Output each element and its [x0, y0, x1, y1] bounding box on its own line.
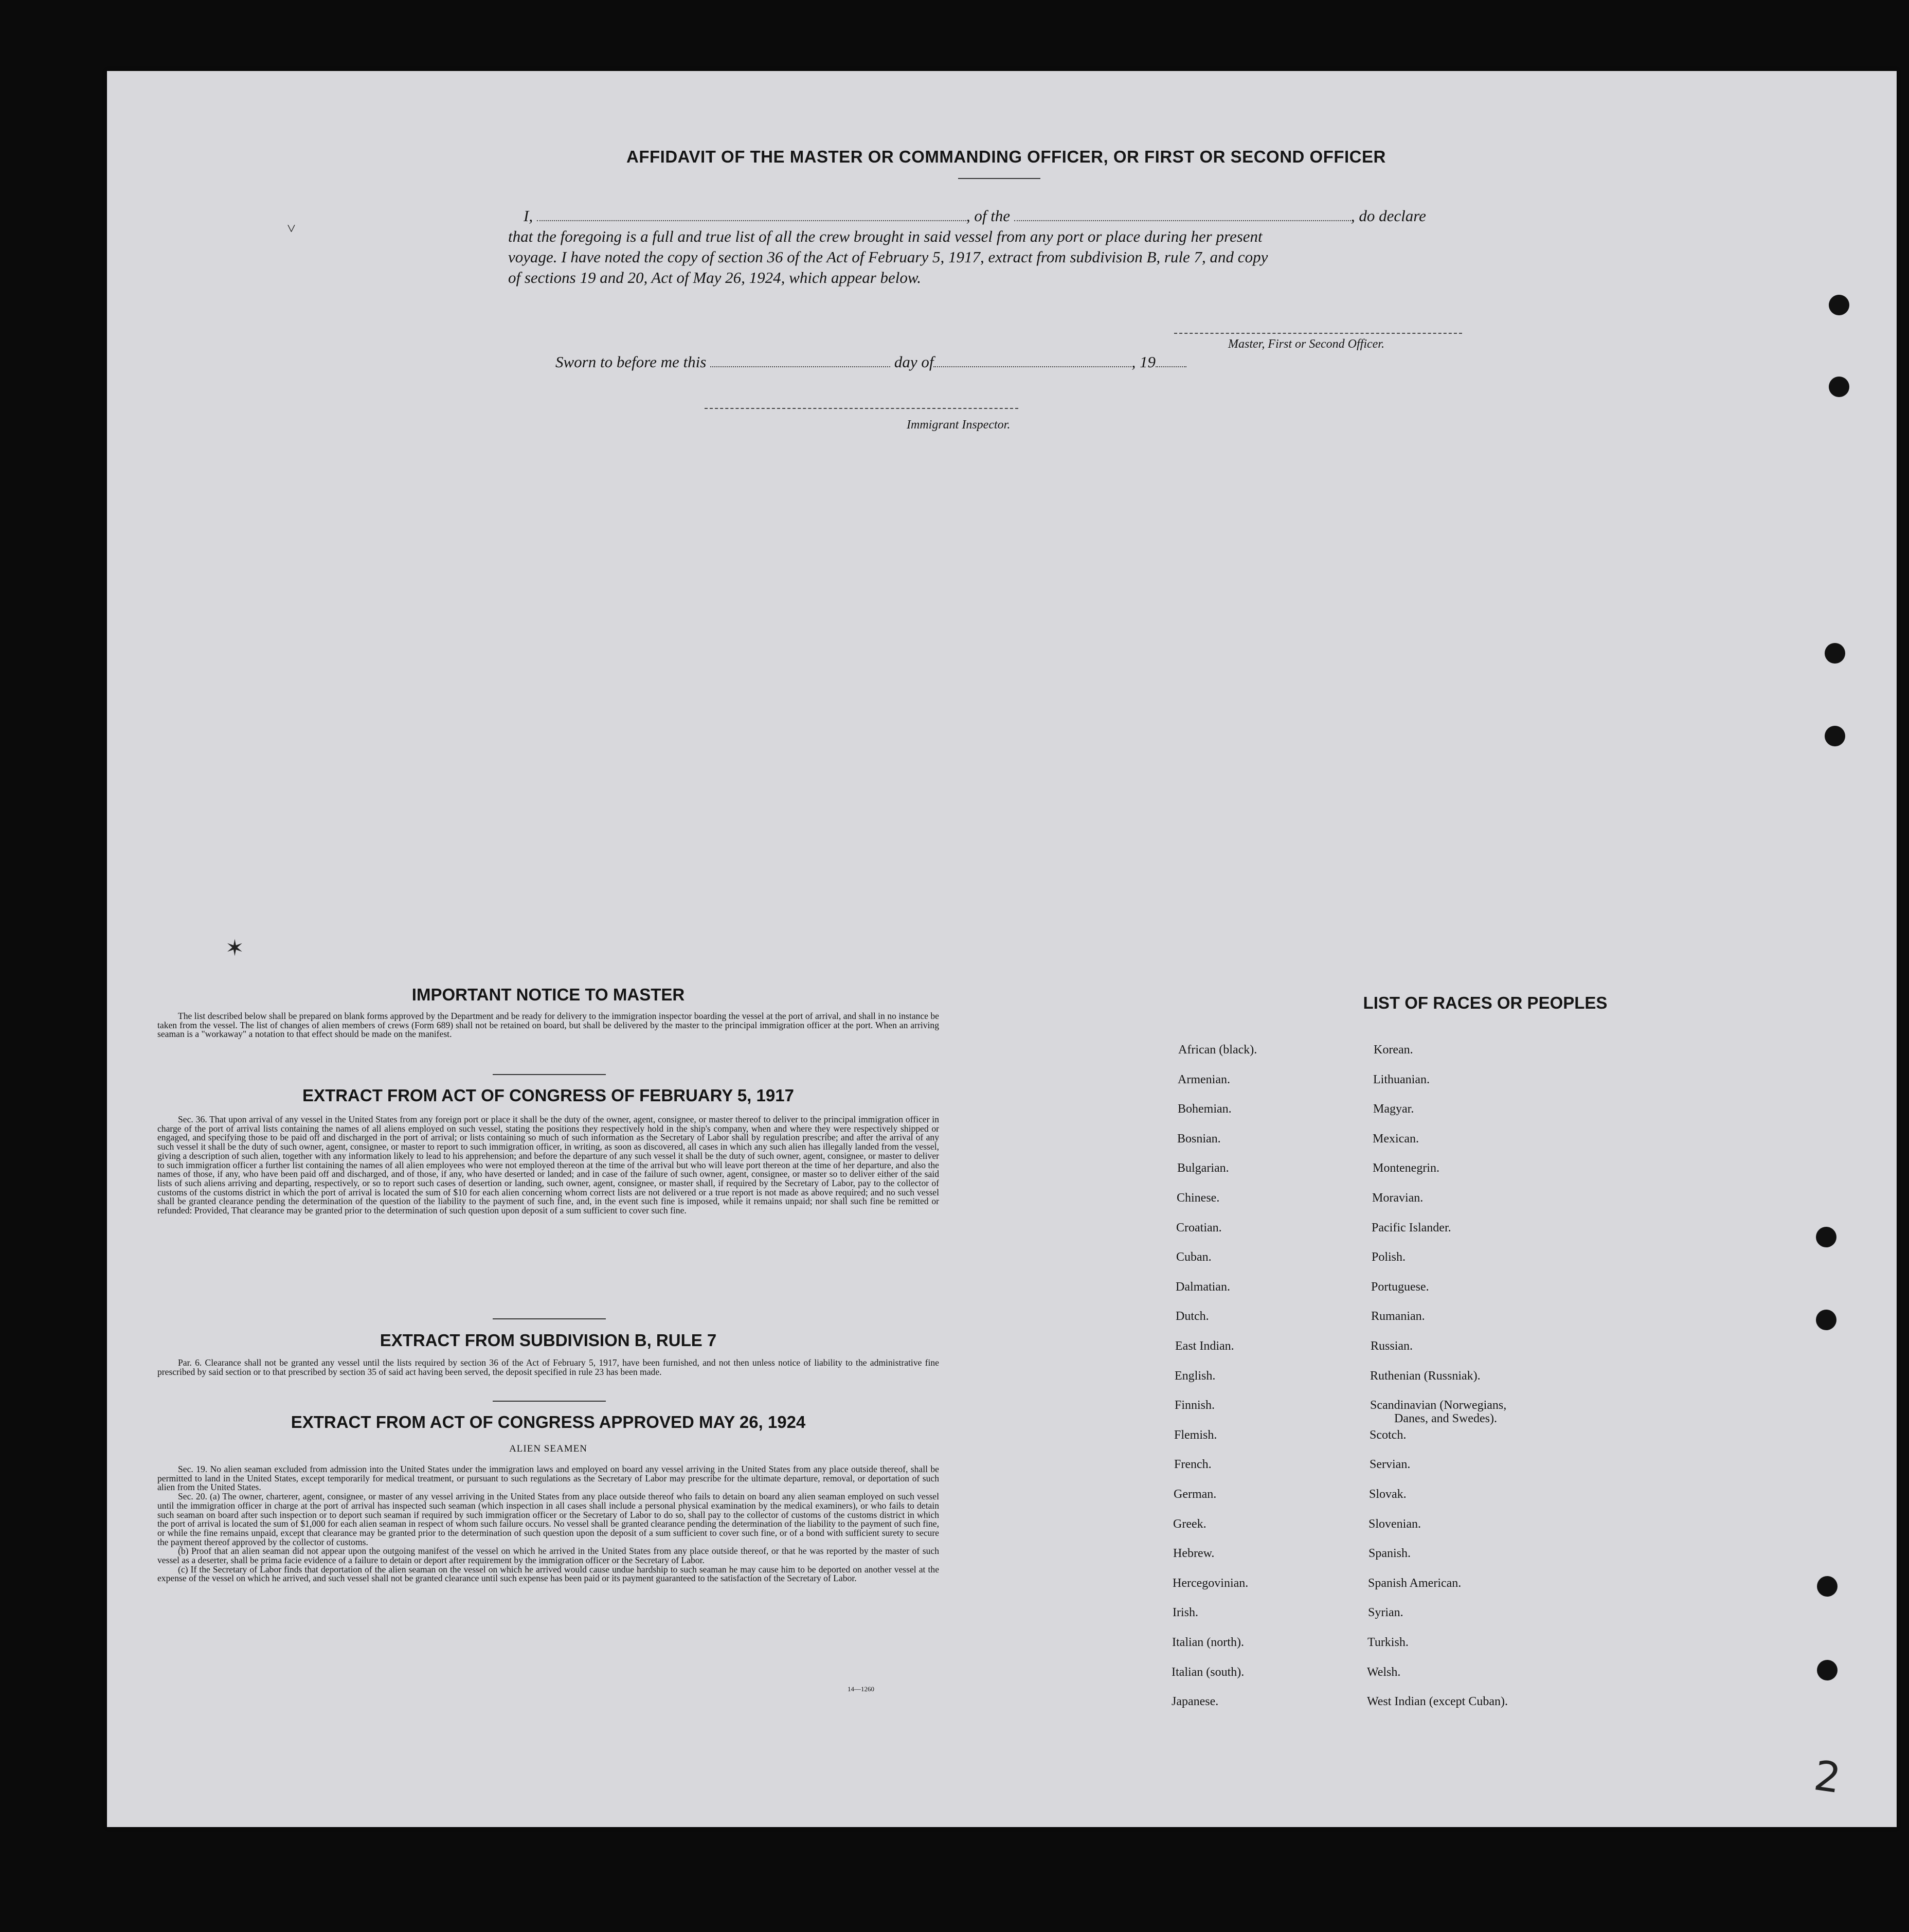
- master-signature-label: Master, First or Second Officer.: [1228, 337, 1384, 351]
- section-divider: [493, 1318, 606, 1319]
- race-list-item: Bohemian.: [1178, 1102, 1232, 1116]
- race-list-item: Flemish.: [1174, 1428, 1217, 1442]
- sec-19-paragraph: Sec. 19. No alien seaman excluded from admission into the United States under the immigration laws and employed on board any vessel arriving in the United States from any place outside thereof, shall be permitted to land in the United States, except temporarily for medical treatment, or pursuant to such regulations as the Secretary of Labor may prescribe for the ultimate departure, removal, or deportation of such alien from the United States.: [157, 1464, 939, 1493]
- affidavit-line-1: [508, 206, 1501, 226]
- race-list-item: Spanish.: [1368, 1547, 1411, 1561]
- act-1924-text: [157, 1465, 939, 1583]
- race-list-item: Servian.: [1370, 1458, 1411, 1472]
- race-list-item: Japanese.: [1172, 1695, 1219, 1709]
- affidavit-line-2: that the foregoing is a full and true list of all the crew brought in said vessel from any port or place during her present: [508, 227, 1263, 245]
- race-list-item: Italian (south).: [1172, 1665, 1245, 1679]
- section-divider: [493, 1401, 606, 1402]
- race-list-item: Turkish.: [1367, 1636, 1409, 1649]
- binder-hole: [1817, 1576, 1838, 1597]
- binder-hole: [1829, 295, 1849, 315]
- race-list-item: Welsh.: [1367, 1665, 1401, 1679]
- binder-hole: [1817, 1660, 1838, 1680]
- race-list-item: Pacific Islander.: [1372, 1221, 1451, 1235]
- sworn-day-of: day of: [894, 353, 934, 371]
- binder-hole: [1816, 1310, 1836, 1330]
- affidavit-declare: , do declare: [1350, 207, 1426, 225]
- race-list-item: African (black).: [1178, 1043, 1257, 1057]
- races-heading: LIST OF RACES OR PEOPLES: [1363, 993, 1608, 1012]
- sworn-prefix: Sworn to before me this: [555, 353, 707, 371]
- sec-20b-paragraph: (b) Proof that an alien seaman did not appear upon the outgoing manifest of the vessel on which he arrived in the United States from any place outside thereof, or that he was reported by the master of such vessel as a deserter, shall be prima facie evidence of a failure to detain or deport after requirement by the immigration officer or the Secretary of Labor.: [157, 1546, 939, 1566]
- rule7-heading: EXTRACT FROM SUBDIVISION B, RULE 7: [380, 1331, 717, 1350]
- race-list-item: Greek.: [1173, 1517, 1206, 1531]
- race-list-item: West Indian (except Cuban).: [1367, 1695, 1508, 1709]
- race-list-item: Armenian.: [1178, 1072, 1230, 1086]
- alien-seamen-subheading: ALIEN SEAMEN: [509, 1443, 587, 1454]
- binder-hole: [1825, 726, 1845, 746]
- inspector-label: Immigrant Inspector.: [907, 418, 1011, 432]
- race-list-item: Rumanian.: [1371, 1310, 1425, 1323]
- race-list-item: Korean.: [1374, 1043, 1413, 1057]
- race-list-item: Slovak.: [1369, 1488, 1407, 1501]
- act-1917-paragraph: Sec. 36. That upon arrival of any vessel in the United States from any foreign port or place it shall be the duty of the owner, agent, consignee, or master thereof to deliver to the principal immigration officer in charge of the port of arrival lists containing the names of all aliens employed on such vessel, stating the positions they respectively hold in the ship's company, when and where they were respectively shipped or engaged, and specifying those to be paid off and discharged in the port of arrival; or lists containing so much of such information as the Secretary of Labor shall by regulation prescribe; and after the arrival of any such vessel it shall be the duty of such owner, agent, consignee, or master to report to such immigration officer, in writing, as soon as discovered, all cases in which any such alien has illegally landed from the vessel, giving a description of such alien, together with any information likely to lead to his apprehension; and before the departure of any such vessel it shall be the duty of such owner, agent, consignee, or master to deliver to such immigration officer a further list containing the names of all alien employees who were not employed thereon at the time of the arrival but who will leave port thereon at the time of her departure, and also the names of those, if any, who have been paid off and discharged, and of those, if any, who have deserted or landed; and in case of the failure of such owner, agent, consignee, or master so to deliver either of the said lists of such aliens arriving and departing, respectively, or so to report such cases of desertion or landing, such owner, agent, consignee, or master shall, if required by the Secretary of Labor, pay to the collector of customs of the customs district in which the port of arrival is located the sum of $10 for each alien concerning whom correct lists are not delivered or a true report is not made as above required; and no such vessel shall be granted clearance pending the determination of the question of the liability to the payment of such fine, and, in the event such fine is imposed, while it remains unpaid; nor shall such fine be remitted or refunded: Provided, That clearance may be granted prior to the determination of such question upon deposit of a sum sufficient to cover such fine.: [157, 1114, 939, 1216]
- tick-mark: ˅: [287, 220, 296, 237]
- name-blank-field[interactable]: [537, 209, 966, 221]
- document-page: [107, 71, 1897, 1827]
- race-list-item: Bulgarian.: [1177, 1161, 1229, 1175]
- rule7-paragraph: Par. 6. Clearance shall not be granted any vessel until the lists required by section 36 of the Act of February 5, 1917, have been furnished, and not then unless notice of liability to the administrative fine prescribed by said section or to that prescribed by section 35 of said act having been served, the deposit specified in rule 23 has been made.: [157, 1357, 939, 1377]
- section-divider: [493, 1074, 606, 1075]
- sec-20a-paragraph: Sec. 20. (a) The owner, charterer, agent, consignee, or master of any vessel arriving in the United States from any place outside thereof who fails to detain on board any alien seaman employed on such vessel until the immigration officer in charge at the port of arrival has inspected such seaman (which inspection in all cases shall include a personal physical examination by the medical examiners), or who fails to detain such seaman on board after such inspection or to deport such seaman if required by such immigration officer or the Secretary of Labor to do so, shall pay to the collector of customs of the customs district in which the port of arrival is located the sum of $1,000 for each alien seaman in respect of whom such failure occurs. No vessel shall be granted clearance pending the determination of the liability to the payment of such fine, or while the fine remains unpaid, except that clearance may be granted prior to the determination of such question upon the deposit of a sum sufficient to cover such fine, or of a bond with sufficient surety to secure the payment thereof approved by the collector of customs.: [157, 1491, 939, 1547]
- notice-text: [157, 1012, 939, 1039]
- race-list-item: Montenegrin.: [1373, 1161, 1439, 1175]
- race-list-item: Moravian.: [1372, 1191, 1424, 1205]
- race-list-item: Croatian.: [1176, 1221, 1222, 1235]
- rule7-text: [157, 1358, 939, 1376]
- race-list-item: Hercegovinian.: [1173, 1576, 1249, 1590]
- vessel-blank-field[interactable]: [1014, 209, 1351, 221]
- race-list-item: Italian (north).: [1172, 1636, 1244, 1649]
- race-list-item: Lithuanian.: [1373, 1072, 1430, 1086]
- race-list-item: Slovenian.: [1368, 1517, 1421, 1531]
- affidavit-line-3: voyage. I have noted the copy of section 36 of the Act of February 5, 1917, extract from subdivision B, rule 7, and copy: [508, 248, 1268, 266]
- sec-20c-paragraph: (c) If the Secretary of Labor finds that deportation of the alien seaman on the vessel on which he arrived would cause undue hardship to such seaman he may cause him to be deported on another vessel at the expense of the vessel on which he arrived, and such vessel shall not be granted clearance until such expense has been paid or its payment guaranteed to the satisfaction of the Secretary of Labor.: [157, 1564, 939, 1584]
- race-list-item: French.: [1174, 1458, 1212, 1472]
- race-list-item: Syrian.: [1368, 1606, 1403, 1620]
- race-list-item: Dalmatian.: [1176, 1280, 1230, 1294]
- race-list-item: Finnish.: [1175, 1399, 1215, 1412]
- sworn-line: [555, 353, 1186, 371]
- affidavit-title: AFFIDAVIT OF THE MASTER OR COMMANDING OFFICER, OR FIRST OR SECOND OFFICER: [626, 147, 1386, 166]
- act-1917-text: [157, 1115, 939, 1215]
- race-list-item: Portuguese.: [1371, 1280, 1429, 1294]
- binder-hole: [1825, 643, 1845, 664]
- race-list-item: Bosnian.: [1177, 1132, 1221, 1146]
- race-list-item: Irish.: [1173, 1606, 1198, 1620]
- race-list-item: Polish.: [1372, 1250, 1406, 1264]
- master-signature-field[interactable]: [1174, 333, 1462, 334]
- notice-heading: IMPORTANT NOTICE TO MASTER: [411, 985, 685, 1004]
- race-list-item: Spanish American.: [1368, 1576, 1462, 1590]
- race-list-item: Scandinavian (Norwegians,: [1370, 1399, 1507, 1412]
- title-underline: [958, 178, 1040, 179]
- race-list-item: Chinese.: [1177, 1191, 1220, 1205]
- race-list-item-continuation: Danes, and Swedes).: [1394, 1412, 1497, 1426]
- binder-hole: [1816, 1227, 1836, 1247]
- notice-paragraph: The list described below shall be prepared on blank forms approved by the Department and be ready for delivery to the immigration inspector boarding the vessel at the port of arrival, and shall in no instance be taken from the vessel. The list of changes of alien members of crews (Form 689) shall not be retained on board, but shall be delivered by the master to the principal immigration officer at the port. When an arriving seaman is a "workaway" a notation to that effect should be made on the manifest.: [157, 1011, 939, 1040]
- race-list-item: Cuban.: [1176, 1250, 1212, 1264]
- binder-hole: [1829, 377, 1849, 397]
- ink-blot-mark: ✶: [225, 936, 244, 961]
- handwritten-number-mark: 2: [1811, 1751, 1844, 1803]
- race-list-item: Scotch.: [1370, 1428, 1407, 1442]
- race-list-item: East Indian.: [1175, 1339, 1234, 1353]
- sworn-day-field[interactable]: [710, 355, 890, 367]
- act-1917-heading: EXTRACT FROM ACT OF CONGRESS OF FEBRUARY 5, 1917: [302, 1086, 794, 1105]
- sworn-month-field[interactable]: [933, 355, 1131, 367]
- form-number: 14—1260: [848, 1685, 874, 1693]
- race-list-item: Dutch.: [1176, 1310, 1209, 1323]
- race-list-item: German.: [1174, 1488, 1217, 1501]
- race-list-item: Mexican.: [1373, 1132, 1419, 1146]
- sworn-year-field[interactable]: [1156, 355, 1186, 367]
- affidavit-of-the: , of the: [966, 207, 1011, 225]
- inspector-signature-field[interactable]: [705, 408, 1018, 409]
- race-list-item: Hebrew.: [1173, 1547, 1215, 1561]
- affidavit-body: [508, 206, 1501, 288]
- race-list-item: Ruthenian (Russniak).: [1370, 1369, 1481, 1383]
- act-1924-heading: EXTRACT FROM ACT OF CONGRESS APPROVED MAY 26, 1924: [291, 1412, 806, 1432]
- race-list-item: Russian.: [1371, 1339, 1413, 1353]
- race-list-item: English.: [1175, 1369, 1216, 1383]
- sworn-year-prefix: , 19: [1131, 353, 1156, 371]
- affidavit-i: I,: [524, 207, 533, 225]
- affidavit-line-4: of sections 19 and 20, Act of May 26, 1924, which appear below.: [508, 269, 922, 287]
- race-list-item: Magyar.: [1373, 1102, 1414, 1116]
